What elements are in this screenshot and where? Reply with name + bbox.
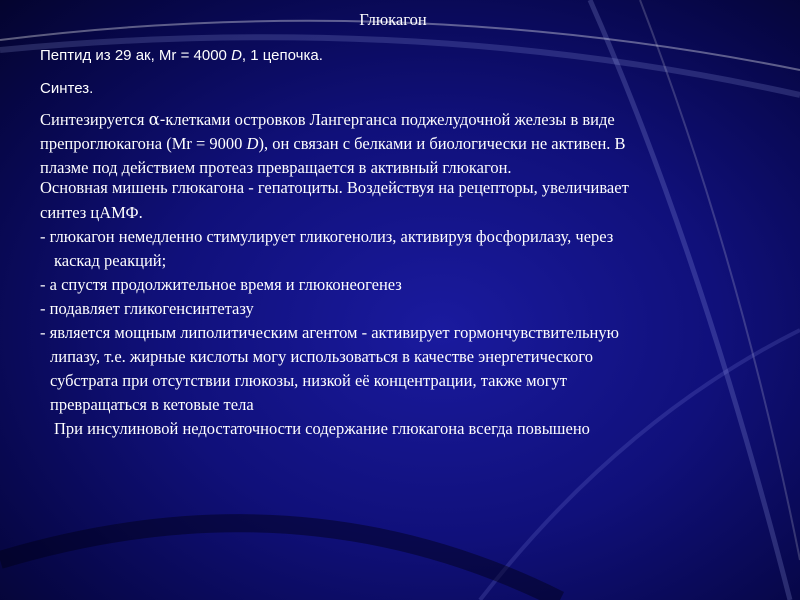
body-line: субстрата при отсутствии глюкозы, низкой её концентрации, также могут: [50, 371, 568, 390]
body-line: - глюкагон немедленно стимулирует гликогенолиз, активируя фосфорилазу, через: [40, 227, 614, 246]
intro-unit: D: [231, 47, 242, 64]
synthesis-line-1-prefix: Синтезируется: [40, 110, 149, 129]
intro-line: [40, 47, 323, 64]
body-line: каскад реакций;: [54, 251, 167, 270]
body-line: Основная мишень глюкагона - гепатоциты. Воздействуя на рецепторы, увеличивает: [40, 178, 629, 197]
synthesis-line-2-unit: D: [246, 134, 259, 153]
synthesis-line-2-suffix: ), он связан с белками и биологически не активен. В: [258, 134, 626, 153]
intro-prefix: Пептид из 29 ак, Mr = 4000: [40, 47, 232, 64]
synthesis-line-2-prefix: препроглюкагона (Mr = 9000: [40, 134, 247, 153]
synthesis-line-2: [40, 134, 626, 154]
synthesis-line-1-suffix: клетками островков Лангерганса поджелудочной железы в виде: [165, 110, 615, 129]
body-line: При инсулиновой недостаточности содержание глюкагона всегда повышено: [54, 419, 590, 438]
body-line: липазу, т.е. жирные кислоты могу использоваться в качестве энергетического: [50, 347, 593, 366]
body-line: превращаться в кетовые тела: [50, 395, 254, 414]
intro-suffix: , 1 цепочка.: [241, 47, 323, 64]
alpha-symbol: α-: [148, 110, 166, 129]
body-line: синтез цАМФ.: [40, 203, 143, 222]
body-line: - является мощным липолитическим агентом - активирует гормончувствительную: [40, 323, 619, 342]
slide-title: Глюкагон: [359, 10, 427, 29]
synthesis-heading: Синтез.: [40, 80, 94, 97]
body-line: - подавляет гликогенсинтетазу: [40, 299, 254, 318]
body-line: - а спустя продолжительное время и глюконеогенез: [40, 275, 402, 294]
synthesis-line-3: плазме под действием протеаз превращается в активный глюкагон.: [40, 158, 512, 177]
synthesis-line-1: [40, 110, 615, 130]
